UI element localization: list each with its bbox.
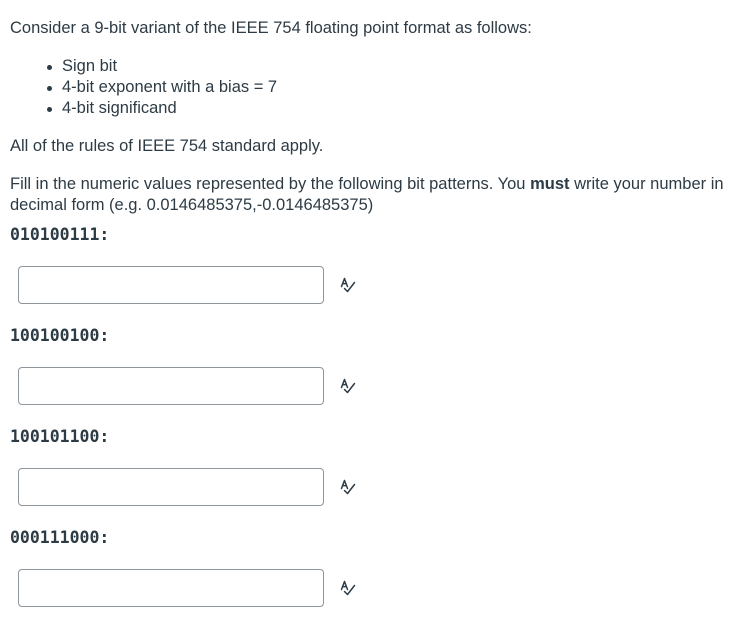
instructions-emphasis: must xyxy=(530,175,570,193)
spellcheck-icon[interactable] xyxy=(338,376,358,396)
format-item-significand: 4-bit significand xyxy=(62,98,730,119)
question-label-4: 000111000: xyxy=(10,528,110,547)
answer-input-4[interactable] xyxy=(18,569,324,607)
question-label-2: 100100100: xyxy=(10,326,110,345)
format-item-exponent: 4-bit exponent with a bias = 7 xyxy=(62,77,730,98)
answer-input-2[interactable] xyxy=(18,367,324,405)
instructions-part-2: write your number in decimal form (e.g. 0.0146485375,-0.0146485375) xyxy=(10,175,724,214)
format-item-sign: Sign bit xyxy=(62,56,730,77)
question-label-3: 100101100: xyxy=(10,427,110,446)
rules-text: All of the rules of IEEE 754 standard apply. xyxy=(10,137,324,155)
answer-row-3 xyxy=(18,467,730,507)
spellcheck-icon-graphic xyxy=(339,579,357,597)
question-content xyxy=(10,18,730,629)
answer-input-1[interactable] xyxy=(18,266,324,304)
instructions-text xyxy=(10,174,730,216)
format-list xyxy=(10,56,730,119)
answer-row-1 xyxy=(18,265,730,305)
spellcheck-icon-graphic xyxy=(339,276,357,294)
answer-row-4 xyxy=(18,568,730,608)
spellcheck-icon[interactable] xyxy=(338,275,358,295)
question-label-1: 010100111: xyxy=(10,225,110,244)
spellcheck-icon[interactable] xyxy=(338,477,358,497)
spellcheck-icon-graphic xyxy=(339,377,357,395)
intro-text: Consider a 9-bit variant of the IEEE 754 floating point format as follows: xyxy=(10,19,532,37)
spellcheck-icon-graphic xyxy=(339,478,357,496)
answer-row-2 xyxy=(18,366,730,406)
spellcheck-icon[interactable] xyxy=(338,578,358,598)
instructions-part-1: Fill in the numeric values represented by the following bit patterns. You xyxy=(10,175,531,193)
answer-input-3[interactable] xyxy=(18,468,324,506)
